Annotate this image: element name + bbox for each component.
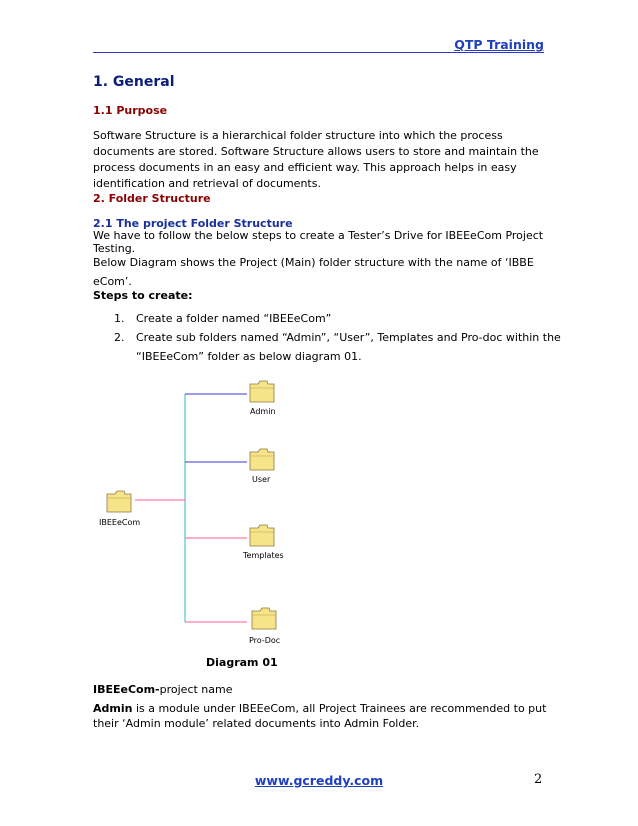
folder-intro-line-4: eCom’. [93, 275, 132, 288]
step-1-text: Create a folder named “IBEEeCom” [136, 312, 332, 325]
step-2-number: 2. [114, 331, 125, 344]
folder-intro-line-1: We have to follow the below steps to create a Tester’s Drive for IBEEeCom Project [93, 229, 544, 242]
section-heading-folder-structure: 2. Folder Structure [93, 192, 211, 205]
description-admin-line-2: their ‘Admin module’ related documents into Admin Folder. [93, 717, 420, 730]
description-project-name [93, 682, 233, 698]
folder-label-admin: Admin [250, 407, 276, 416]
folder-icon-admin [250, 381, 274, 402]
folder-intro-line-2: Testing. [93, 242, 136, 255]
folder-intro-line-3: Below Diagram shows the Project (Main) folder structure with the name of ‘IBBE [93, 256, 534, 269]
term-ibeeecom-text: project name [159, 683, 233, 696]
folder-icon-user [250, 449, 274, 470]
folder-label-prodoc: Pro-Doc [249, 636, 281, 645]
folder-label-user: User [252, 475, 271, 484]
purpose-line-2: documents are stored. Software Structure allows users to store and maintain the [93, 145, 539, 158]
step-2-text: Create sub folders named “Admin”, “User”, Templates and Pro-doc within the [136, 331, 561, 344]
footer-website-link[interactable]: www.gcreddy.com [254, 773, 384, 788]
folder-icon-prodoc [252, 608, 276, 629]
purpose-line-4: identification and retrieval of documents. [93, 177, 321, 190]
term-admin: Admin [93, 702, 133, 715]
page-number: 2 [534, 772, 543, 787]
step-2-continuation: “IBEEeCom” folder as below diagram 01. [136, 350, 362, 363]
folder-label-root: IBEEeCom [99, 518, 141, 527]
purpose-line-1: Software Structure is a hierarchical folder structure into which the process [93, 129, 503, 142]
term-ibeeecom: IBEEeCom- [93, 683, 160, 696]
section-heading-general: 1. General [93, 74, 175, 90]
folder-icon-templates [250, 525, 274, 546]
diagram-caption: Diagram 01 [206, 656, 278, 669]
folder-label-templates: Templates [243, 551, 284, 560]
description-admin [93, 701, 546, 717]
step-1-number: 1. [114, 312, 125, 325]
steps-title: Steps to create: [93, 289, 193, 302]
header-title: QTP Training [454, 37, 544, 52]
folder-icon-root [107, 491, 131, 512]
subheading-purpose: 1.1 Purpose [93, 104, 168, 117]
purpose-line-3: process documents in an easy and efficient way. This approach helps in easy [93, 161, 517, 174]
term-admin-text-1: is a module under IBEEeCom, all Project Trainees are recommended to put [132, 702, 547, 715]
subheading-project-folder: 2.1 The project Folder Structure [93, 217, 293, 230]
